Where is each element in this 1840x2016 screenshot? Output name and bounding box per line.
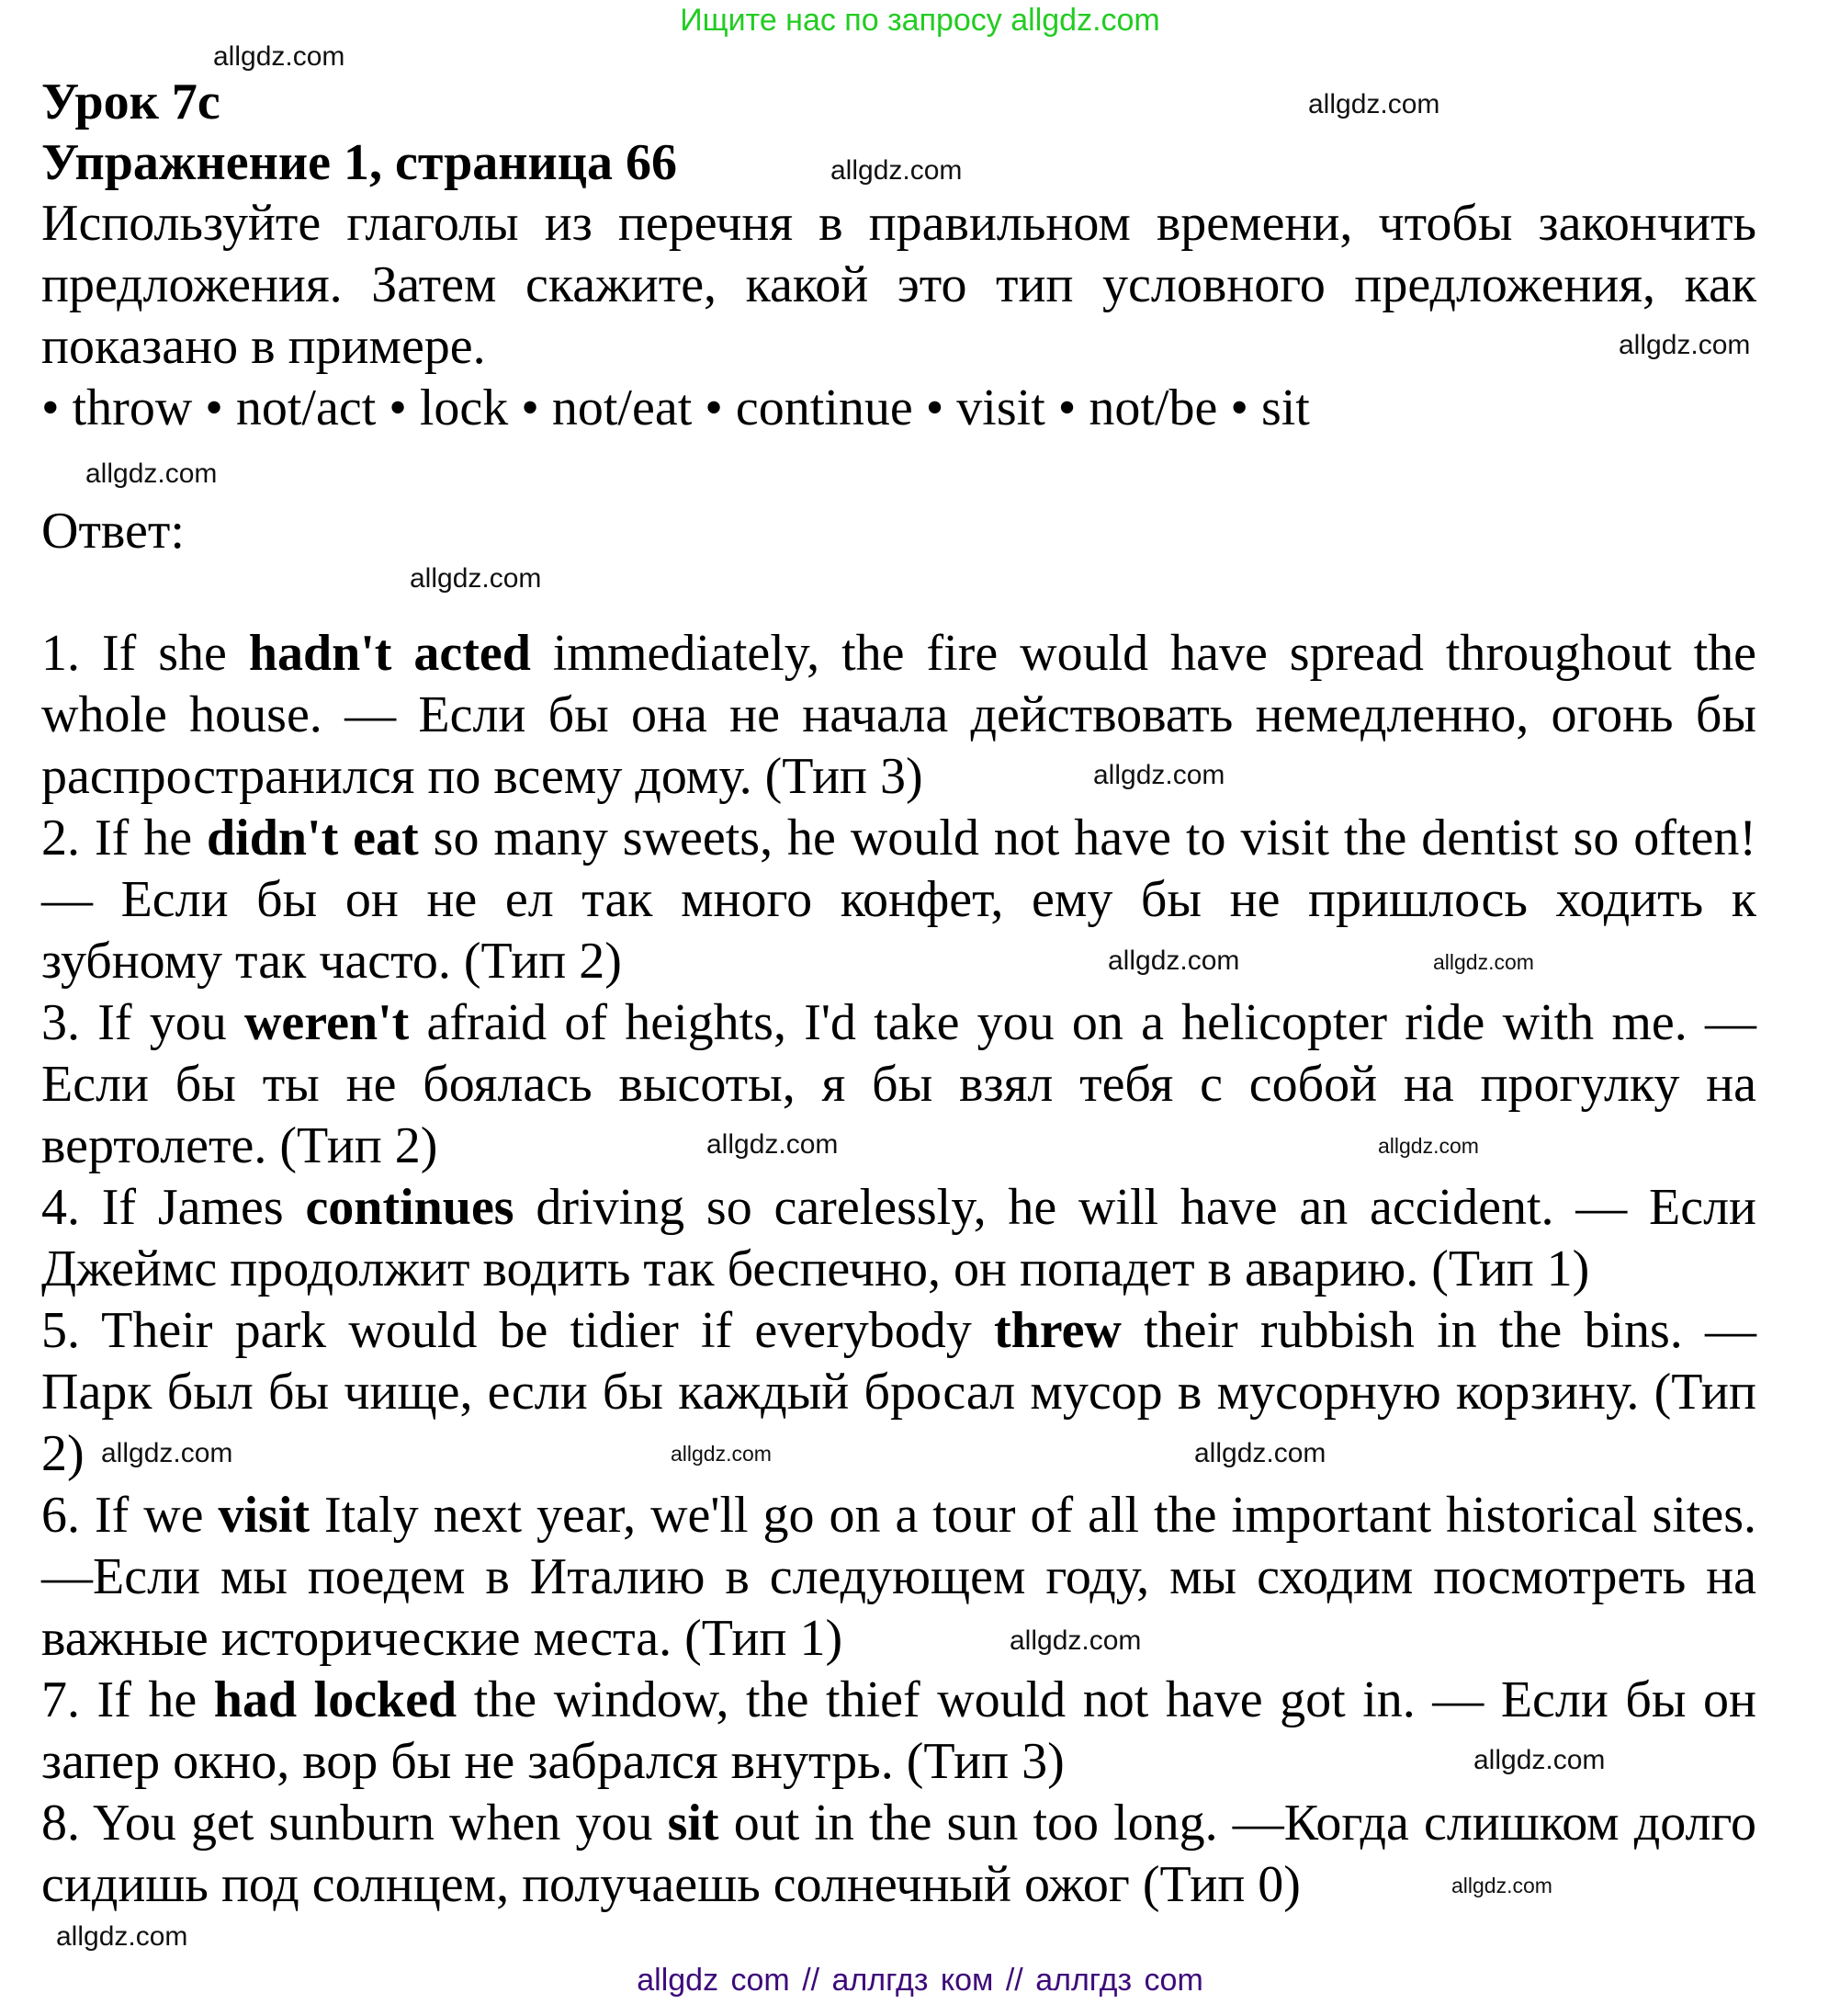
answer-line — [41, 685, 1756, 746]
watermark: allgdz.com — [706, 1129, 839, 1160]
line-text: 2) — [41, 1425, 85, 1482]
answer-line — [41, 1177, 1756, 1239]
line-text: • throw • not/act • lock • not/eat • continue • visit • not/be • sit — [41, 379, 1310, 436]
answer-line — [41, 1362, 1756, 1423]
line-text: 2. If he — [41, 810, 208, 866]
answer-verb: continues — [305, 1179, 514, 1236]
watermark: allgdz.com — [1473, 1745, 1606, 1775]
answer-verb: sit — [667, 1795, 719, 1852]
answer-line — [41, 1239, 1756, 1300]
answer-line — [41, 1485, 1756, 1546]
answer-line — [41, 992, 1756, 1054]
line-text: 6. If we — [41, 1487, 219, 1544]
line-text: важные исторические места. (Тип 1) — [41, 1610, 843, 1667]
line-text: 7. If he — [41, 1671, 214, 1728]
instruction-line — [41, 316, 1756, 378]
watermark: allgdz.com — [85, 459, 218, 489]
line-text: зубному так часто. (Тип 2) — [41, 933, 622, 990]
footer-links: allgdz com // аллгдз ком // аллгдз com — [637, 1963, 1203, 1998]
watermark: allgdz.com — [1108, 946, 1240, 976]
answer-line — [41, 1116, 1756, 1177]
watermark: allgdz.com — [1433, 950, 1534, 974]
watermark: allgdz.com — [410, 563, 542, 594]
line-text: —Если мы поедем в Италию в следующем году, мы сходим посмотреть на — [41, 1548, 1756, 1605]
line-text: предложения. Затем скажите, какой это тип условного предложения, как — [41, 256, 1756, 313]
watermark: allgdz.com — [830, 155, 963, 186]
line-text: 3. If you — [41, 994, 244, 1051]
line-text: Если бы ты не боялась высоты, я бы взял тебя с собой на прогулку на — [41, 1056, 1756, 1113]
line-text: 5. Their park would be tidier if everybody — [41, 1302, 994, 1359]
line-text: their rubbish in the bins. — — [1121, 1302, 1756, 1359]
line-text: Джеймс продолжит водить так беспечно, он попадет в аварию. (Тип 1) — [41, 1240, 1590, 1297]
line-text: Используйте глаголы из перечня в правильном времени, чтобы закончить — [41, 195, 1756, 252]
line-text: показано в примере. — [41, 318, 486, 375]
line-text: 1. If she — [41, 625, 249, 682]
line-text: вертолете. (Тип 2) — [41, 1117, 438, 1174]
line-text: Italy next year, we'll go on a tour of all the important historical sites. — [310, 1487, 1757, 1544]
watermark: allgdz.com — [671, 1442, 772, 1466]
watermark: allgdz.com — [101, 1438, 233, 1468]
line-text: afraid of heights, I'd take you on a helicopter ride with me. — — [409, 994, 1756, 1051]
answer-line — [41, 1546, 1756, 1608]
watermark: allgdz.com — [1093, 760, 1225, 790]
answer-verb: weren't — [243, 994, 410, 1051]
line-text: immediately, the fire would have spread throughout the — [530, 625, 1756, 682]
answer-line — [41, 1793, 1756, 1854]
answer-verb: threw — [993, 1302, 1122, 1359]
watermark: allgdz.com — [1194, 1438, 1326, 1468]
line-text: Парк был бы чище, если бы каждый бросал мусор в мусорную корзину. (Тип — [41, 1364, 1756, 1421]
instruction-line — [41, 378, 1756, 439]
line-text: driving so carelessly, he will have an accident. — Если — [514, 1179, 1757, 1236]
answer-line — [41, 1608, 1756, 1670]
answer-label: Ответ: — [41, 503, 185, 560]
answer-verb: didn't eat — [207, 810, 419, 866]
answer-line — [41, 1670, 1756, 1731]
line-text: so many sweets, he would not have to visit the dentist so often! — [418, 810, 1757, 866]
line-text: — Если бы он не ел так много конфет, ему бы не пришлось ходить к — [41, 871, 1756, 928]
watermark: allgdz.com — [1378, 1134, 1479, 1158]
answer-verb: hadn't acted — [248, 625, 531, 682]
answer-line — [41, 808, 1756, 869]
answer-line — [41, 1423, 1756, 1485]
line-text: 8. You get sunburn when you — [41, 1795, 668, 1852]
line-text: out in the sun too long. —Когда слишком долго — [718, 1795, 1756, 1852]
line-text: 4. If James — [41, 1179, 306, 1236]
watermark: allgdz.com — [1010, 1625, 1142, 1656]
line-text: запер окно, вор бы не забрался внутрь. (Тип 3) — [41, 1733, 1065, 1790]
line-text: whole house. — Если бы она не начала действовать немедленно, огонь бы — [41, 686, 1756, 743]
watermark: allgdz.com — [1619, 330, 1751, 360]
instruction-line — [41, 255, 1756, 316]
answer-verb: had locked — [213, 1671, 457, 1728]
search-banner: Ищите нас по запросу allgdz.com — [680, 3, 1160, 38]
watermark: allgdz.com — [1308, 89, 1440, 119]
lesson-title: Урок 7c — [41, 74, 220, 130]
watermark: allgdz.com — [56, 1921, 188, 1952]
answer-line — [41, 1054, 1756, 1116]
answer-line — [41, 746, 1756, 808]
line-text: the window, the thief would not have got in. — Если бы он — [457, 1671, 1757, 1728]
line-text: сидишь под солнцем, получаешь солнечный ожог (Тип 0) — [41, 1856, 1301, 1913]
line-text: распространился по всему дому. (Тип 3) — [41, 748, 923, 805]
exercise-title: Упражнение 1, страница 66 — [41, 134, 678, 191]
answer-line — [41, 1300, 1756, 1362]
watermark: allgdz.com — [1451, 1874, 1552, 1897]
watermark: allgdz.com — [213, 41, 345, 72]
answer-line — [41, 623, 1756, 685]
answer-line — [41, 869, 1756, 931]
answer-verb: visit — [218, 1487, 310, 1544]
instruction-line — [41, 193, 1756, 255]
